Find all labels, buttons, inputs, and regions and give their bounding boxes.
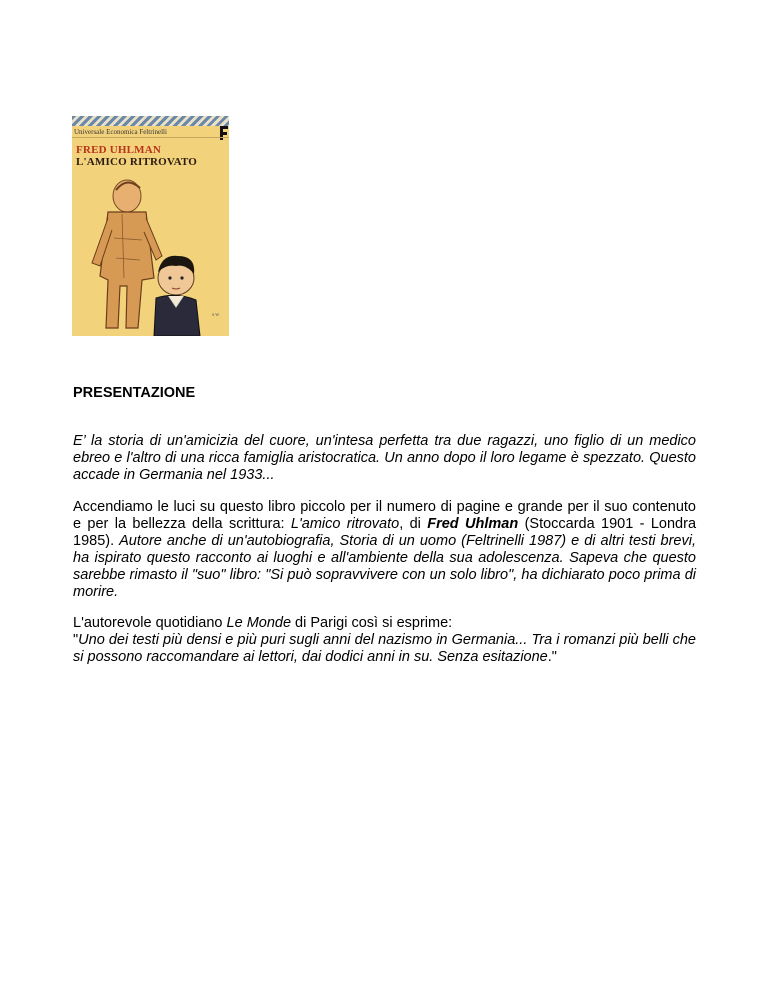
p3-text-a: L'autorevole quotidiano <box>73 615 227 631</box>
section-heading: PRESENTAZIONE <box>73 385 196 401</box>
book-title-inline: L'amico ritrovato <box>290 516 400 532</box>
p2-text-f: Autore anche di un'autobiografia, Storia di un uomo (Feltrinelli 1987) e di altri testi brevi, ha ispirato questo racconto ai luoghi e all'ambiente della sua adolescenza. Sapeva che questo sarebbe rimasto il "suo" libro: "Si può sopravvivere con un solo libro", ha dichiarato poco prima di morire. <box>73 533 696 600</box>
quote-close: ." <box>547 649 557 665</box>
quote-paragraph <box>73 615 696 666</box>
cover-series: Universale Economica Feltrinelli <box>74 128 167 136</box>
svg-text:S.W.: S.W. <box>212 312 220 317</box>
p2-text-e: (Stoccarda 1901 - Londra 1985). <box>73 516 697 549</box>
newspaper-name: Le Monde <box>226 615 292 631</box>
author-name-inline: Fred Uhlman <box>427 516 519 532</box>
quote-open: " <box>73 632 79 648</box>
feltrinelli-logo-icon <box>219 125 229 141</box>
cover-rule <box>72 137 229 138</box>
cover-stripe-band <box>72 116 229 126</box>
p2-text-c: , di <box>399 516 428 532</box>
cover-illustration <box>72 168 229 336</box>
intro-paragraph: E’ la storia di un'amicizia del cuore, un'intesa perfetta tra due ragazzi, uno figlio di un medico ebreo e l'altro di una ricca famiglia aristocratica. Un anno dopo il loro legame è spezzato. Questo accade in Germania nel 1933... <box>73 433 696 483</box>
p3-text-c: di Parigi così si esprime: <box>291 615 453 631</box>
quote-text: Uno dei testi più densi e più puri sugli anni del nazismo in Germania... Tra i romanzi più belli che si possono raccomandare ai lettori, dai dodici anni in su. Senza esitazione <box>73 632 696 665</box>
cover-title: L'AMICO RITROVATO <box>76 156 198 168</box>
p2-text-a: Accendiamo le luci su questo libro piccolo per il numero di pagine e grande per il suo contenuto e per la bellezza della scrittura: <box>73 499 696 532</box>
body-paragraph <box>73 499 696 601</box>
cover-author: FRED UHLMAN <box>76 144 162 156</box>
book-cover <box>72 116 229 336</box>
